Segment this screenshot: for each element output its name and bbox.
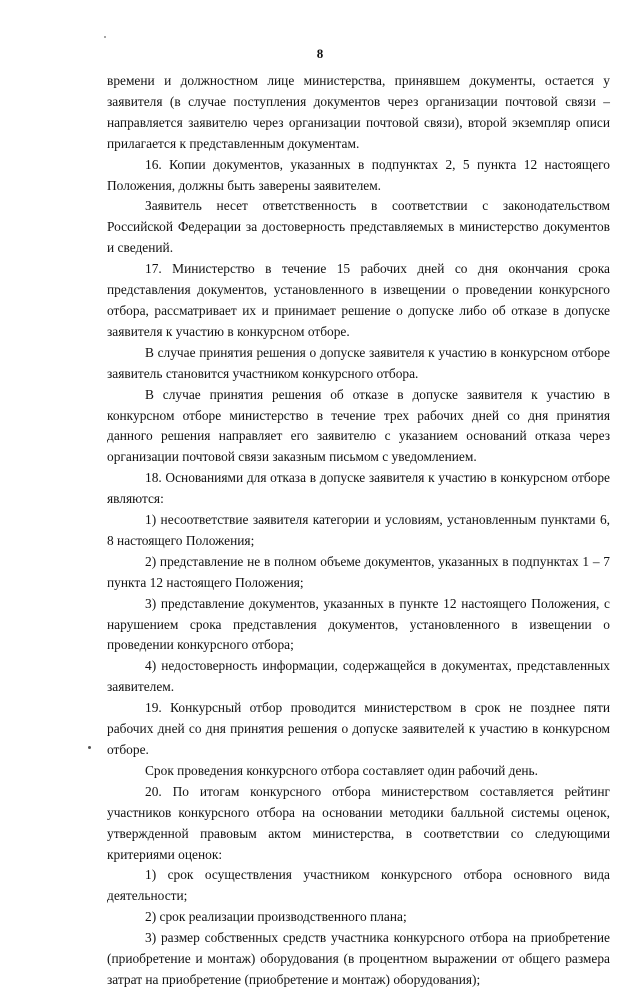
list-item: 1) несоответствие заявителя категории и условиям, установленным пунктами 6, 8 настоящего Положения;	[107, 512, 610, 548]
list-item: 3) размер собственных средств участника конкурсного отбора на приобретение (приобретение и монтаж) оборудования (в процентном выражении от общего размера затрат на приобретение (приобретение и монтаж) оборудования);	[107, 930, 610, 987]
list-item: 1) срок осуществления участником конкурсного отбора основного вида деятельности;	[107, 867, 610, 904]
paragraph: 18. Основаниями для отказа в допуске заявителя к участию в конкурсном отборе являются:	[107, 470, 610, 507]
paragraph: 16. Копии документов, указанных в подпунктах 2, 5 пункта 12 настоящего Положения, должны быть заверены заявителем.	[107, 156, 610, 193]
paragraph: Заявитель несет ответственность в соответствии с законодательством Российской Федерации за достоверность представляемых в министерство документов и сведений.	[107, 198, 610, 256]
page-number: 8	[316, 46, 324, 61]
paragraph: В случае принятия решения об отказе в допуске заявителя к участию в конкурсном отборе министерство в течение трех рабочих дней со дня принятия данного решения направляет его заявителю с указанием оснований отказа через организации почтовой связи заказным письмом с уведомлением.	[107, 386, 610, 465]
paragraph: В случае принятия решения о допуске заявителя к участию в конкурсном отборе заявитель становится участником конкурсного отбора.	[107, 344, 610, 381]
document-body	[107, 71, 610, 991]
scan-speck	[104, 36, 106, 38]
list-item: 2) срок реализации производственного плана;	[145, 909, 407, 925]
list-item: 2) представление не в полном объеме документов, указанных в подпунктах 1 – 7 пункта 12 настоящего Положения;	[107, 553, 610, 590]
paragraph: 17. Министерство в течение 15 рабочих дней со дня окончания срока представления документов, установленного в извещении о проведении конкурсного отбора, рассматривает их и принимает решение о допуске либо об отказе в допуске заявителя к участию в конкурсном отборе.	[107, 261, 610, 339]
paragraph: времени и должностном лице министерства, принявшем документы, остается у заявителя (в случае поступления документов через организации почтовой связи – направляется заявителю через организации почтовой связи), второй экземпляр описи прилагается к представленным документам.	[107, 73, 610, 151]
paragraph: 19. Конкурсный отбор проводится министерством в срок не позднее пяти рабочих дней со дня принятия решения о допуске заявителей к участию в конкурсном отборе.	[107, 700, 610, 757]
list-item: 4) недостоверность информации, содержащейся в документах, представленных заявителем.	[107, 658, 610, 695]
list-item: 3) представление документов, указанных в пункте 12 настоящего Положения, с нарушением срока представления документов, установленного в извещении о проведении конкурсного отбора;	[107, 595, 610, 653]
paragraph: Срок проведения конкурсного отбора составляет один рабочий день.	[145, 762, 539, 778]
scan-speck	[88, 746, 91, 749]
paragraph: 20. По итогам конкурсного отбора министерством составляется рейтинг участников конкурсного отбора на основании методики балльной системы оценок, утвержденной правовым актом министерства, в соответствии со следующими критериями оценок:	[107, 783, 610, 862]
